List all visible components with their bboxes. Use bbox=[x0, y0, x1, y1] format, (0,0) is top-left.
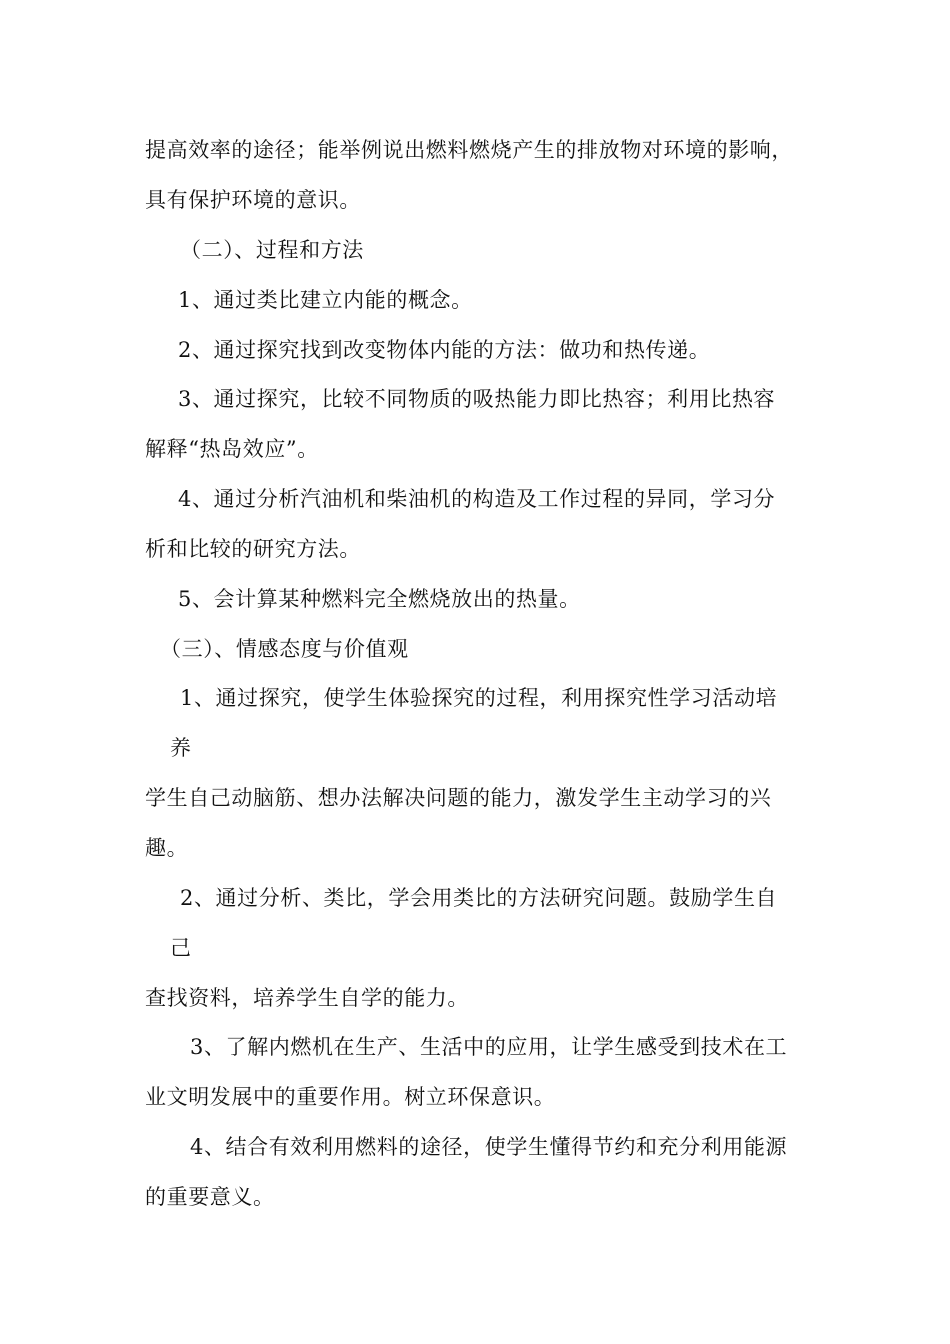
paragraph-line: 业文明发展中的重要作用。树立环保意识。 bbox=[145, 1085, 556, 1109]
list-item: 4、结合有效利用燃料的途径，使学生懂得节约和充分利用能源 bbox=[190, 1135, 788, 1159]
paragraph-line: 解释“热岛效应”。 bbox=[145, 437, 319, 461]
list-item: 2、通过探究找到改变物体内能的方法：做功和热传递。 bbox=[178, 338, 711, 362]
list-item: 3、了解内燃机在生产、生活中的应用，让学生感受到技术在工 bbox=[190, 1035, 788, 1059]
list-item: 1、通过探究，使学生体验探究的过程，利用探究性学习活动培 bbox=[180, 686, 778, 710]
section-heading: （三）、情感态度与价值观 bbox=[160, 637, 409, 661]
paragraph-line: 查找资料，培养学生自学的能力。 bbox=[145, 986, 469, 1010]
list-item: 2、通过分析、类比，学会用类比的方法研究问题。鼓励学生自 bbox=[180, 886, 778, 910]
list-item: 1、通过类比建立内能的概念。 bbox=[178, 288, 473, 312]
list-item: 3、通过探究，比较不同物质的吸热能力即比热容；利用比热容 bbox=[178, 387, 776, 411]
paragraph-line: 具有保护环境的意识。 bbox=[145, 188, 361, 212]
paragraph-line: 趣。 bbox=[145, 836, 189, 860]
paragraph-line: 学生自己动脑筋、想办法解决问题的能力，激发学生主动学习的兴 bbox=[145, 786, 772, 810]
paragraph-line: 提高效率的途径；能举例说出燃料燃烧产生的排放物对环境的影响， bbox=[145, 138, 793, 162]
paragraph-line: 养 bbox=[170, 736, 192, 760]
paragraph-line: 的重要意义。 bbox=[145, 1185, 275, 1209]
section-heading: （二）、过程和方法 bbox=[180, 238, 364, 262]
paragraph-line: 析和比较的研究方法。 bbox=[145, 537, 361, 561]
list-item: 5、会计算某种燃料完全燃烧放出的热量。 bbox=[178, 587, 581, 611]
list-item: 4、通过分析汽油机和柴油机的构造及工作过程的异同，学习分 bbox=[178, 487, 776, 511]
paragraph-line: 己 bbox=[170, 936, 192, 960]
